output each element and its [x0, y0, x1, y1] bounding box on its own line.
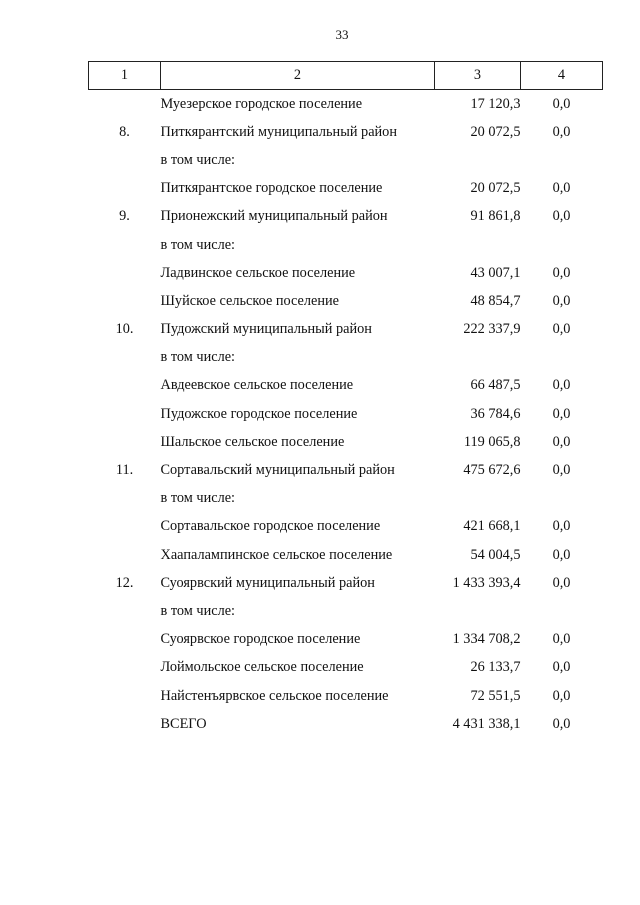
- row-name-cell: Суоярвский муниципальный район: [160, 574, 375, 591]
- row-number-cell: [89, 146, 161, 174]
- row-number-cell: [89, 710, 161, 738]
- row-name-cell: в том числе:: [160, 602, 236, 619]
- table-row: [89, 626, 603, 654]
- row-percent-cell: 0,0: [552, 264, 571, 281]
- row-percent-cell: 0,0: [552, 208, 571, 225]
- row-value-cell: 20 072,5: [470, 123, 521, 140]
- row-name-cell: Питкярантский муниципальный район: [160, 123, 397, 140]
- table-row: [89, 569, 603, 597]
- row-number-cell: 9.: [119, 208, 130, 225]
- row-name-cell: Пудожский муниципальный район: [160, 321, 372, 338]
- row-number-cell: 11.: [115, 462, 134, 479]
- row-value-cell: 72 551,5: [470, 687, 521, 704]
- table-row: [89, 231, 603, 259]
- row-value-cell: [435, 485, 521, 513]
- row-percent-cell: 0,0: [552, 95, 571, 112]
- row-number-cell: [89, 259, 161, 287]
- row-value-cell: 43 007,1: [470, 264, 521, 281]
- row-name-cell: Суоярвское городское поселение: [160, 631, 361, 648]
- row-number-cell: [89, 541, 161, 569]
- header-col-4: 4: [521, 62, 603, 90]
- table-row: [89, 654, 603, 682]
- table-row: [89, 203, 603, 231]
- table-row: [89, 90, 603, 119]
- table-row: [89, 456, 603, 484]
- row-number-cell: [89, 626, 161, 654]
- row-number-cell: 8.: [119, 123, 130, 140]
- row-value-cell: 222 337,9: [463, 321, 521, 338]
- row-number-cell: [89, 400, 161, 428]
- row-name-cell: в том числе:: [160, 349, 236, 366]
- row-percent-cell: 0,0: [552, 546, 571, 563]
- row-percent-cell: 0,0: [552, 405, 571, 422]
- row-percent-cell: 0,0: [552, 659, 571, 676]
- table-body: [89, 90, 603, 739]
- row-percent-cell: 0,0: [552, 687, 571, 704]
- header-row: [89, 62, 603, 90]
- row-number-cell: [89, 654, 161, 682]
- row-number-cell: [89, 90, 161, 119]
- header-col-2: 2: [161, 62, 435, 90]
- row-name-cell: Пудожское городское поселение: [160, 405, 358, 422]
- row-value-cell: 17 120,3: [470, 95, 521, 112]
- row-percent-cell: 0,0: [552, 292, 571, 309]
- row-value-cell: 1 334 708,2: [452, 631, 521, 648]
- row-value-cell: 119 065,8: [463, 433, 521, 450]
- row-value-cell: [435, 597, 521, 625]
- row-name-cell: Питкярантское городское поселение: [160, 180, 383, 197]
- table-header: [89, 62, 603, 90]
- row-percent-cell: 0,0: [552, 518, 571, 535]
- row-name-cell: в том числе:: [160, 151, 236, 168]
- row-percent-cell: 0,0: [552, 715, 571, 732]
- table-row: [89, 428, 603, 456]
- table-row: [89, 316, 603, 344]
- row-percent-cell: 0,0: [552, 377, 571, 394]
- row-value-cell: 48 854,7: [470, 292, 521, 309]
- row-name-cell: Ладвинское сельское поселение: [160, 264, 356, 281]
- row-number-cell: 10.: [115, 321, 134, 338]
- row-name-cell: Найстенъярвское сельское поселение: [160, 687, 389, 704]
- row-percent-cell: 0,0: [552, 462, 571, 479]
- table-row: [89, 372, 603, 400]
- row-name-cell: Хаапалампинское сельское поселение: [160, 546, 393, 563]
- table-row: [89, 344, 603, 372]
- table-row: [89, 485, 603, 513]
- table-row: [89, 597, 603, 625]
- row-percent-cell: 0,0: [552, 631, 571, 648]
- table-row: [89, 710, 603, 738]
- row-number-cell: [89, 231, 161, 259]
- row-value-cell: 66 487,5: [470, 377, 521, 394]
- row-name-cell: Шальское сельское поселение: [160, 433, 345, 450]
- row-percent-cell: [521, 597, 603, 625]
- row-value-cell: 4 431 338,1: [452, 715, 521, 732]
- row-percent-cell: [521, 146, 603, 174]
- row-percent-cell: 0,0: [552, 433, 571, 450]
- allocation-table: [88, 61, 603, 738]
- row-percent-cell: [521, 485, 603, 513]
- row-name-cell: Прионежский муниципальный район: [160, 208, 388, 225]
- table-row: [89, 118, 603, 146]
- row-number-cell: [89, 372, 161, 400]
- row-name-cell: Сортавальский муниципальный район: [160, 462, 395, 479]
- row-name-cell: Авдеевское сельское поселение: [160, 377, 354, 394]
- row-number-cell: [89, 344, 161, 372]
- header-col-3: 3: [435, 62, 521, 90]
- row-name-cell: ВСЕГО: [160, 715, 207, 732]
- table-row: [89, 175, 603, 203]
- row-value-cell: 20 072,5: [470, 180, 521, 197]
- row-number-cell: [89, 428, 161, 456]
- row-name-cell: Шуйское сельское поселение: [160, 292, 340, 309]
- row-number-cell: [89, 175, 161, 203]
- row-number-cell: [89, 682, 161, 710]
- table-row: [89, 287, 603, 315]
- row-percent-cell: 0,0: [552, 321, 571, 338]
- row-number-cell: [89, 513, 161, 541]
- row-percent-cell: [521, 344, 603, 372]
- row-number-cell: [89, 485, 161, 513]
- row-name-cell: Сортавальское городское поселение: [160, 518, 381, 535]
- row-value-cell: [435, 344, 521, 372]
- row-value-cell: 26 133,7: [470, 659, 521, 676]
- row-percent-cell: [521, 231, 603, 259]
- table-row: [89, 146, 603, 174]
- row-number-cell: 12.: [115, 574, 134, 591]
- row-percent-cell: 0,0: [552, 574, 571, 591]
- row-value-cell: 1 433 393,4: [452, 574, 521, 591]
- table-row: [89, 541, 603, 569]
- row-value-cell: [435, 231, 521, 259]
- row-percent-cell: 0,0: [552, 180, 571, 197]
- row-value-cell: [435, 146, 521, 174]
- header-col-1: 1: [89, 62, 161, 90]
- row-value-cell: 421 668,1: [463, 518, 521, 535]
- row-value-cell: 36 784,6: [470, 405, 521, 422]
- row-percent-cell: 0,0: [552, 123, 571, 140]
- row-name-cell: Лоймольское сельское поселение: [160, 659, 364, 676]
- row-value-cell: 91 861,8: [470, 208, 521, 225]
- row-value-cell: 54 004,5: [470, 546, 521, 563]
- table-row: [89, 513, 603, 541]
- row-number-cell: [89, 597, 161, 625]
- row-value-cell: 475 672,6: [463, 462, 521, 479]
- row-name-cell: Муезерское городское поселение: [160, 95, 363, 112]
- page-number: 33: [335, 27, 349, 42]
- table-row: [89, 400, 603, 428]
- row-name-cell: в том числе:: [160, 490, 236, 507]
- row-name-cell: в том числе:: [160, 236, 236, 253]
- table-row: [89, 259, 603, 287]
- table-row: [89, 682, 603, 710]
- row-number-cell: [89, 287, 161, 315]
